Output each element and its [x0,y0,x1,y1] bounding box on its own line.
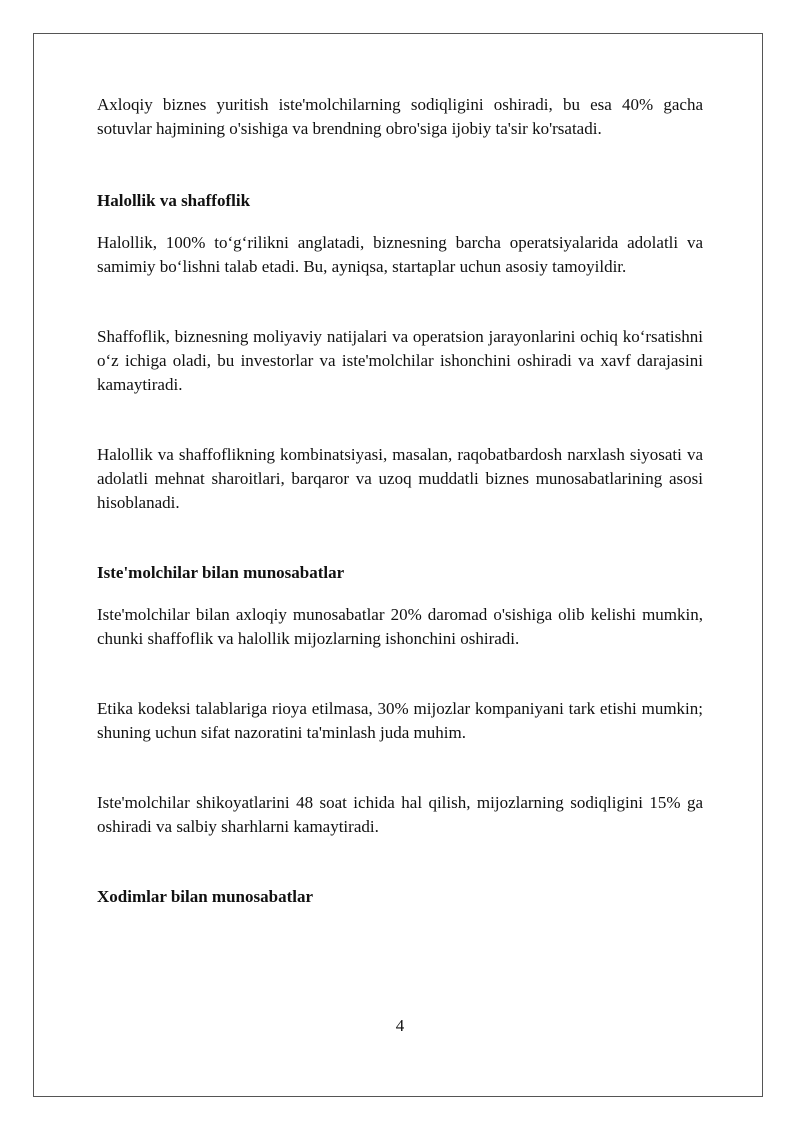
paragraph-consumer-ethics-revenue: Iste'molchilar bilan axloqiy munosabatlar 20% daromad o'sishiga olib kelishi mumkin, chunki shaffoflik va halollik mijozlarning ishonchini oshiradi. [97,605,703,648]
heading-consumer-relations: Iste'molchilar bilan munosabatlar [97,563,345,582]
heading-honesty-transparency: Halollik va shaffoflik [97,191,251,210]
paragraph-transparency: Shaffoflik, biznesning moliyaviy natijalari va operatsion jarayonlarini ochiq ko‘rsatishni o‘z ichiga oladi, bu investorlar va iste'molchilar ishonchini oshiradi va xavf darajasini kamaytiradi. [97,327,703,394]
heading-employee-relations: Xodimlar bilan munosabatlar [97,887,314,906]
paragraph-honesty: Halollik, 100% to‘g‘rilikni anglatadi, biznesning barcha operatsiyalarida adolatli va samimiy bo‘lishni talab etadi. Bu, ayniqsa, startaplar uchun asosiy tamoyildir. [97,233,703,276]
paragraph-ethics-code: Etika kodeksi talablariga rioya etilmasa, 30% mijozlar kompaniyani tark etishi mumkin; shuning uchun sifat nazoratini ta'minlash juda muhim. [97,699,703,742]
page-number: 4 [395,1016,405,1035]
document-body [97,93,703,909]
paragraph-complaints: Iste'molchilar shikoyatlarini 48 soat ichida hal qilish, mijozlarning sodiqligini 15% ga oshiradi va salbiy sharhlarni kamaytiradi. [97,793,703,836]
paragraph-ethical-business: Axloqiy biznes yuritish iste'molchilarning sodiqligini oshiradi, bu esa 40% gacha sotuvlar hajmining o'sishiga va brendning obro'siga ijobiy ta'sir ko'rsatadi. [97,95,703,138]
paragraph-honesty-transparency-combination: Halollik va shaffoflikning kombinatsiyasi, masalan, raqobatbardosh narxlash siyosati va adolatli mehnat sharoitlari, barqaror va uzoq muddatli biznes munosabatlarining asosi hisoblanadi. [97,445,703,512]
